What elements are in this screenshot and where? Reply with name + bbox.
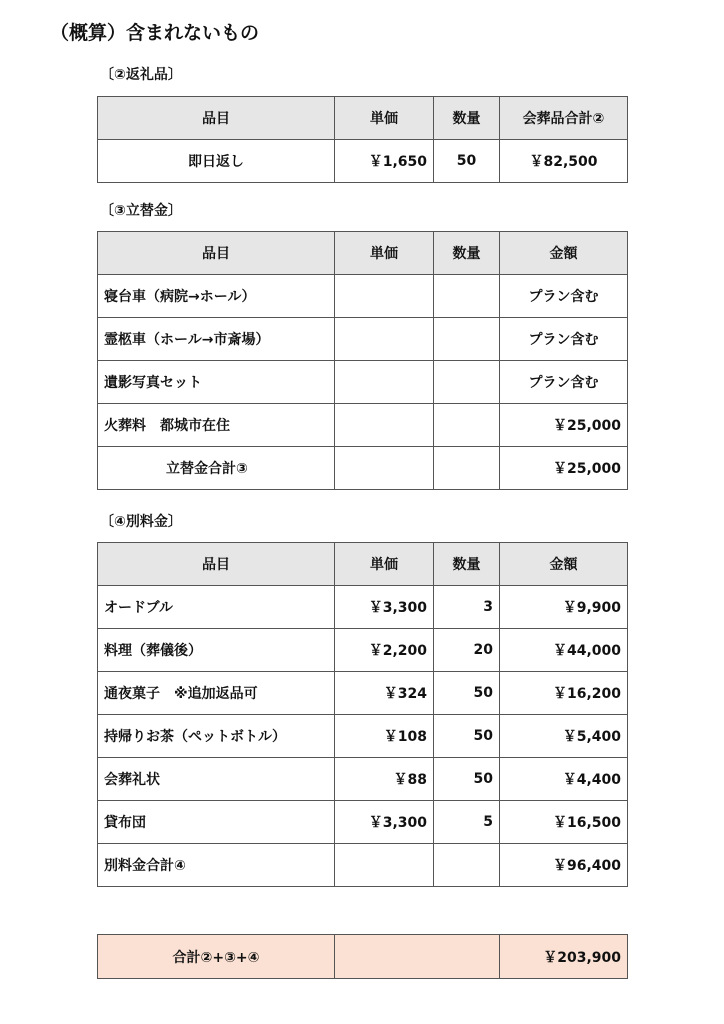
total-label: 別料金合計④: [98, 844, 335, 887]
total-price-empty: [335, 447, 434, 490]
row-qty: 50: [434, 758, 500, 801]
total-price-empty: [335, 844, 434, 887]
table-row: [98, 140, 628, 183]
row-qty: [434, 318, 500, 361]
table-row: [98, 275, 628, 318]
table-total-row: [98, 844, 628, 887]
row-qty: 20: [434, 629, 500, 672]
table-row: [98, 801, 628, 844]
header-amount: 金額: [500, 232, 628, 275]
table-header-row: [98, 543, 628, 586]
row-qty: 50: [434, 715, 500, 758]
row-qty: [434, 361, 500, 404]
row-price: [335, 318, 434, 361]
row-amount: ￥25,000: [500, 404, 628, 447]
total-amount: ￥96,400: [500, 844, 628, 887]
row-item: 寝台車（病院→ホール）: [98, 275, 335, 318]
row-price: ￥108: [335, 715, 434, 758]
row-price: ￥3,300: [335, 586, 434, 629]
row-qty: 3: [434, 586, 500, 629]
grand-total-table: [97, 934, 628, 979]
row-price: ￥324: [335, 672, 434, 715]
row-qty: 5: [434, 801, 500, 844]
row-price: [335, 361, 434, 404]
table-total-row: [98, 447, 628, 490]
table-row: [98, 715, 628, 758]
row-item: 会葬礼状: [98, 758, 335, 801]
table-row: [98, 758, 628, 801]
section-heading-returns: 〔②返礼品〕: [100, 67, 182, 83]
table-row: [98, 629, 628, 672]
row-qty: 50: [434, 140, 500, 183]
total-label: 立替金合計③: [98, 447, 335, 490]
row-amount: ￥9,900: [500, 586, 628, 629]
header-item: 品目: [98, 232, 335, 275]
row-item: 火葬料 都城市在住: [98, 404, 335, 447]
table-row: [98, 361, 628, 404]
table-row: [98, 404, 628, 447]
row-item: オードブル: [98, 586, 335, 629]
grand-total-amount: ￥203,900: [500, 935, 628, 979]
row-amount: ￥4,400: [500, 758, 628, 801]
header-amount: 会葬品合計②: [500, 97, 628, 140]
header-price: 単価: [335, 543, 434, 586]
row-qty: [434, 275, 500, 318]
grand-total-empty: [335, 935, 500, 979]
row-price: ￥88: [335, 758, 434, 801]
header-amount: 金額: [500, 543, 628, 586]
row-item: 料理（葬儀後）: [98, 629, 335, 672]
total-amount: ￥25,000: [500, 447, 628, 490]
table-header-row: [98, 97, 628, 140]
row-amount: プラン含む: [500, 318, 628, 361]
row-item: 持帰りお茶（ペットボトル）: [98, 715, 335, 758]
row-price: ￥3,300: [335, 801, 434, 844]
grand-total-row: [98, 935, 628, 979]
row-amount: ￥5,400: [500, 715, 628, 758]
table-row: [98, 672, 628, 715]
row-price: [335, 275, 434, 318]
row-qty: 50: [434, 672, 500, 715]
row-item: 通夜菓子 ※追加返品可: [98, 672, 335, 715]
extras-table: [97, 542, 628, 887]
grand-total-label: 合計②+③+④: [98, 935, 335, 979]
row-item: 霊柩車（ホール→市斎場）: [98, 318, 335, 361]
header-price: 単価: [335, 232, 434, 275]
header-item: 品目: [98, 543, 335, 586]
row-amount: プラン含む: [500, 361, 628, 404]
row-amount: プラン含む: [500, 275, 628, 318]
row-amount: ￥16,200: [500, 672, 628, 715]
row-item: 遺影写真セット: [98, 361, 335, 404]
section-heading-advances: 〔③立替金〕: [100, 203, 182, 219]
row-item: 貸布団: [98, 801, 335, 844]
row-price: ￥1,650: [335, 140, 434, 183]
table-row: [98, 318, 628, 361]
row-amount: ￥16,500: [500, 801, 628, 844]
row-qty: [434, 404, 500, 447]
page-title: （概算）含まれないもの: [50, 22, 260, 44]
row-item: 即日返し: [98, 140, 335, 183]
header-qty: 数量: [434, 97, 500, 140]
section-heading-extras: 〔④別料金〕: [100, 514, 182, 530]
header-qty: 数量: [434, 232, 500, 275]
header-item: 品目: [98, 97, 335, 140]
advances-table: [97, 231, 628, 490]
header-price: 単価: [335, 97, 434, 140]
row-amount: ￥82,500: [500, 140, 628, 183]
total-qty-empty: [434, 447, 500, 490]
row-amount: ￥44,000: [500, 629, 628, 672]
row-price: [335, 404, 434, 447]
table-row: [98, 586, 628, 629]
total-qty-empty: [434, 844, 500, 887]
row-price: ￥2,200: [335, 629, 434, 672]
header-qty: 数量: [434, 543, 500, 586]
table-header-row: [98, 232, 628, 275]
returns-table: [97, 96, 628, 183]
